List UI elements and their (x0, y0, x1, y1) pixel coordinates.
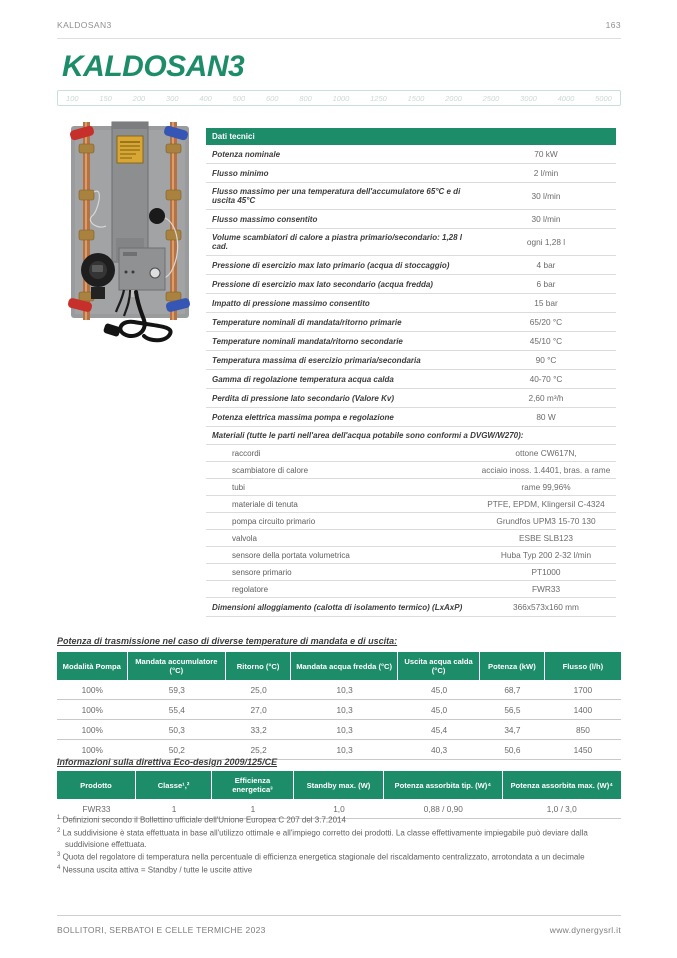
running-header-title: KALDOSAN3 (57, 20, 112, 30)
table-row: FWR33 1 1 1,0 0,88 / 0,90 1,0 / 3,0 (57, 799, 621, 819)
ruler-tick: 1250 (370, 93, 387, 103)
material-row: materiale di tenuta PTFE, EPDM, Klingersil C-4324 (206, 496, 616, 513)
table-row: Volume scambiatori di calore a piastra primario/secondario: 1,28 l cad. ogni 1,28 l (206, 229, 616, 256)
column-header: Standby max. (W) (294, 771, 384, 799)
table-row: Impatto di pressione massimo consentito 15 bar (206, 294, 616, 313)
table-row: Temperatura massima di esercizio primaria/secondaria 90 °C (206, 351, 616, 370)
product-illustration (58, 120, 202, 350)
ruler-tick: 2000 (445, 93, 462, 103)
column-header: Uscita acqua calda (°C) (398, 652, 480, 680)
column-header: Flusso (l/h) (545, 652, 621, 680)
transmission-table-header (57, 652, 621, 680)
technical-data-table (206, 128, 616, 617)
type-label (117, 136, 143, 163)
column-header: Mandata acqua fredda (°C) (291, 652, 398, 680)
column-header: Prodotto (57, 771, 136, 799)
table-row: 100% 50,3 33,2 10,3 45,4 34,7 850 (57, 720, 621, 740)
material-row: valvola ESBE SLB123 (206, 530, 616, 547)
material-row: raccordi ottone CW617N, (206, 445, 616, 462)
table-row: Pressione di esercizio max lato primario (acqua di stoccaggio) 4 bar (206, 256, 616, 275)
ruler-tick: 1000 (332, 93, 350, 103)
table-row: Flusso massimo consentito 30 l/min (206, 210, 616, 229)
transmission-table (57, 652, 621, 760)
column-header: Potenza assorbita tip. (W)⁴ (384, 771, 502, 799)
material-row: tubi rame 99,96% (206, 479, 616, 496)
table-row: Potenza nominale 70 kW (206, 145, 616, 164)
thermostat-knob (149, 208, 165, 224)
table-row: Temperature nominali di mandata/ritorno primarie 65/20 °C (206, 313, 616, 332)
table-row: Gamma di regolazione temperatura acqua calda 40-70 °C (206, 370, 616, 389)
ruler-tick: 3000 (520, 93, 537, 103)
ruler-tick: 2500 (482, 93, 500, 103)
footnotes (57, 814, 624, 877)
footer-website-link[interactable]: www.dynergysrl.it (549, 925, 621, 935)
transmission-caption: Potenza di trasmissione nel caso di diverse temperature di mandata e di uscita: (57, 636, 398, 646)
material-row: scambiatore di calore acciaio inoss. 1.4401, bras. a rame (206, 462, 616, 479)
table-row: 100% 50,2 25,2 10,3 40,3 50,6 1450 (57, 740, 621, 760)
table-row: Flusso minimo 2 l/min (206, 164, 616, 183)
ecodesign-caption: Informazioni sulla direttiva Eco-design 2009/125/CE (57, 757, 278, 767)
table-row: 100% 55,4 27,0 10,3 45,0 56,5 1400 (57, 700, 621, 720)
footnote: $^3$ Quota del regolatore di temperatura nella percentuale di efficienza energetica stagionale del riscaldamento centralizzato, arrotondata a un decimale (57, 852, 585, 862)
footnote: $^2$ La suddivisione è stata effettuata in base all'utilizzo ottimale e all'impiego corretto dei prodotti. La classe effettivamente impiegabile può deviare dalla suddivisione effettuata. (57, 827, 588, 850)
material-row: pompa circuito primario Grundfos UPM3 15-70 130 (206, 513, 616, 530)
running-header (57, 20, 621, 39)
material-row: sensore della portata volumetrica Huba Typ 200 2-32 l/min (206, 547, 616, 564)
product-photo (58, 120, 202, 350)
ruler-tick: 800 (299, 93, 312, 103)
ruler-tick: 5000 (595, 93, 612, 103)
ruler-tick: 600 (265, 93, 279, 103)
ruler-tick: 400 (199, 93, 212, 103)
technical-data-header: Dati tecnici (206, 128, 616, 145)
table-row: Potenza elettrica massima pompa e regolazione 80 W (206, 408, 616, 427)
column-header: Modalità Pompa (57, 652, 128, 680)
material-row: sensore primario PT1000 (206, 564, 616, 581)
ecodesign-table (57, 771, 621, 819)
table-row: Flusso massimo per una temperatura dell'accumulatore 65°C e di uscita 45°C 30 l/min (206, 183, 616, 210)
page-number: 163 (605, 20, 621, 30)
column-header: Potenza (kW) (480, 652, 545, 680)
ruler-tick: 4000 (557, 93, 575, 103)
column-header: Mandata accumulatore (°C) (128, 652, 227, 680)
column-header: Efficienza energetica³ (212, 771, 294, 799)
materials-section-header: Materiali (tutte le parti nell'area dell'acqua potabile sono conformi a DVGW/W270): (206, 427, 616, 445)
ruler-tick: 300 (165, 93, 179, 103)
page-title: KALDOSAN3 (62, 50, 245, 83)
column-header: Classe¹,² (136, 771, 212, 799)
table-row: 100% 59,3 25,0 10,3 45,0 68,7 1700 (57, 680, 621, 700)
footer-catalog-title: BOLLITORI, SERBATOI E CELLE TERMICHE 2023 (57, 925, 266, 935)
table-row: Pressione di esercizio max lato secondario (acqua fredda) 6 bar (206, 275, 616, 294)
ruler-tick: 200 (132, 93, 146, 103)
table-row: Temperature nominali mandata/ritorno secondarie 45/10 °C (206, 332, 616, 351)
capacity-ruler (57, 90, 621, 106)
table-row: Perdita di pressione lato secondario (Valore Kv) 2,60 m³/h (206, 389, 616, 408)
dimensions-row: Dimensioni alloggiamento (calotta di isolamento termico) (LxAxP) 366x573x160 mm (206, 598, 616, 617)
power-plug (103, 323, 121, 337)
footnote: $^4$ Nessuna uscita attiva = Standby / tutte le uscite attive (57, 864, 253, 875)
material-row: regolatore FWR33 (206, 581, 616, 598)
column-header: Potenza assorbita max. (W)⁴ (503, 771, 621, 799)
ecodesign-table-header (57, 771, 621, 799)
controller-box (119, 248, 165, 290)
footnote: $^1$ Definizioni secondo il Bollettino ufficiale dell'Unione Europea C 207 del 3.7.2014 (57, 815, 346, 825)
column-header: Ritorno (°C) (226, 652, 291, 680)
ruler-tick: 100 (66, 93, 79, 103)
ruler-tick: 1500 (407, 93, 425, 103)
ruler-tick: 150 (99, 93, 112, 103)
ruler-tick: 500 (232, 93, 246, 103)
page-footer (57, 915, 621, 935)
